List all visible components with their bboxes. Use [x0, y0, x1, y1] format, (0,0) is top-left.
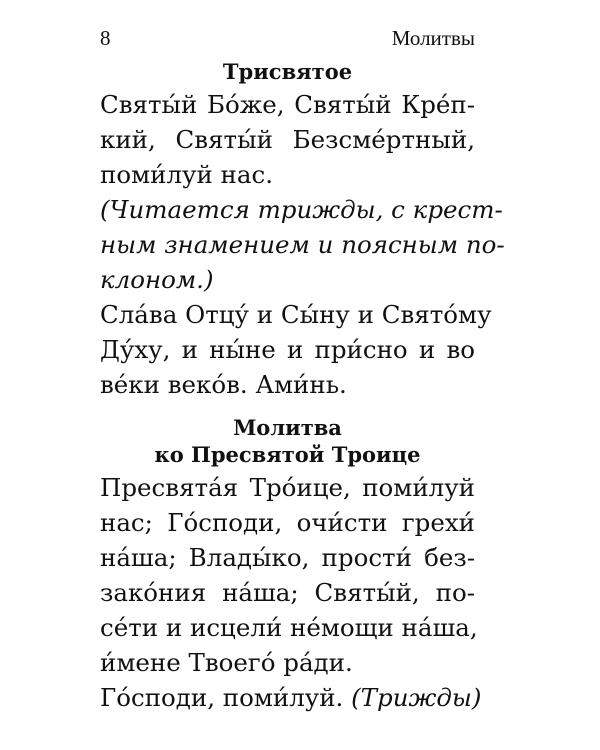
prayer-text-line: и́мене Твоего́ ра́ди. [100, 648, 353, 677]
prayer-text-line: Пресвята́я Тро́ице, поми́луй [100, 473, 475, 502]
prayer-text-fragment: Го́споди, поми́луй. [100, 683, 344, 712]
prayer-text-line: на́ша; Влады́ко, прости́ без- [100, 543, 475, 572]
book-page [100, 22, 505, 732]
prayer-text-line: се́ти и исцели́ не́мощи на́ша, [100, 613, 478, 642]
prayer-text-line: Сла́ва Отцу́ и Сы́ну и Свято́му [100, 300, 492, 329]
rubric-line: (Читается трижды, с крест- [100, 195, 503, 224]
section-title-trinity-line1: Молитва [233, 415, 342, 440]
running-title: Молитвы [391, 26, 475, 50]
prayer-text-line-last [100, 680, 482, 715]
prayer-holy-trinity [100, 414, 482, 715]
rubric-thrice: (Трижды) [351, 683, 482, 712]
rubric-line: клоном.) [100, 265, 214, 294]
rubric-line: ным знамением и поясным по- [100, 230, 505, 259]
prayer-text-line: ве́ки веко́в. Ами́нь. [100, 370, 347, 399]
page-number: 8 [100, 26, 111, 50]
prayer-text-line: Святы́й Бо́же, Святы́й Кре́п- [100, 90, 475, 119]
prayer-text-line: Ду́ху, и ны́не и при́сно и во [100, 335, 475, 364]
prayer-text-line: поми́луй нас. [100, 160, 274, 189]
running-header [100, 22, 475, 54]
section-title-trisagion: Трисвятое [222, 59, 353, 84]
prayer-text-line: зако́ния на́ша; Святы́й, по- [100, 578, 475, 607]
prayer-trisagion [100, 58, 505, 402]
section-title-trinity-line2: ко Пресвятой Троице [154, 442, 421, 467]
prayer-text-line: нас; Го́споди, очи́сти грехи́ [100, 508, 475, 537]
prayer-text-line: кий, Святы́й Безсме́ртный, [100, 125, 475, 154]
